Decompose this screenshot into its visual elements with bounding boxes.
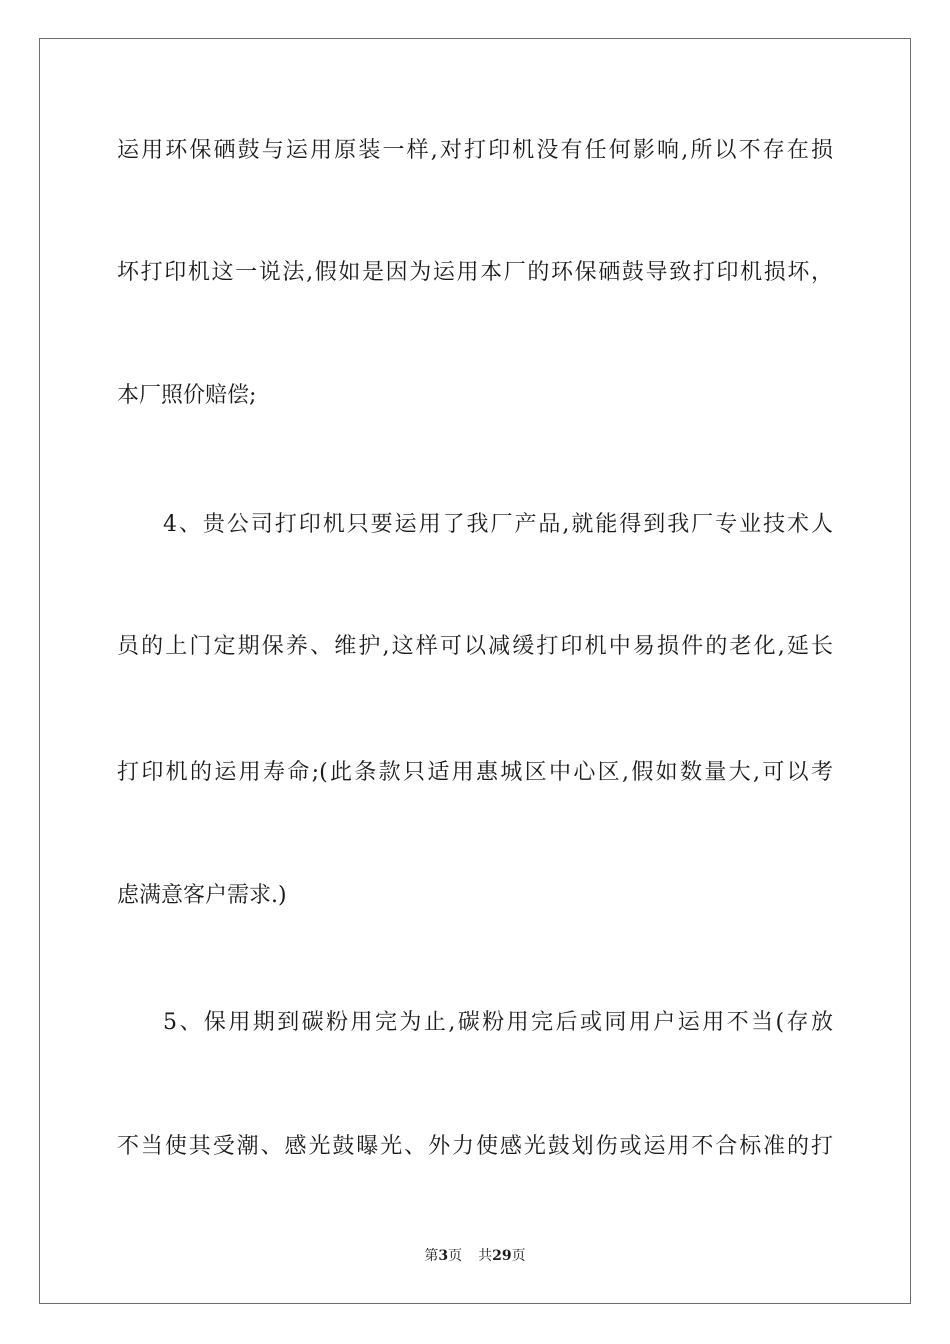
- paragraph-line: 坏打印机这一说法,假如是因为运用本厂的环保硒鼓导致打印机损坏，: [117, 260, 833, 285]
- footer-total-pages: 29: [492, 1248, 512, 1264]
- footer-total-prefix: 共: [478, 1248, 493, 1264]
- paragraph-line: 本厂照价赔偿;: [117, 383, 257, 408]
- paragraph-line: 不当使其受潮、感光鼓曝光、外力使感光鼓划伤或运用不合标准的打: [117, 1134, 833, 1159]
- paragraph-line: 打印机的运用寿命;(此条款只适用惠城区中心区,假如数量大,可以考: [117, 760, 833, 785]
- footer-page-number: 3: [438, 1248, 449, 1264]
- page-border: [39, 38, 911, 1304]
- footer-total-suffix: 页: [511, 1248, 526, 1264]
- page-footer: [0, 1246, 950, 1266]
- paragraph-line: 运用环保硒鼓与运用原装一样,对打印机没有任何影响,所以不存在损: [117, 138, 833, 163]
- paragraph-line: 5、保用期到碳粉用完为止,碳粉用完后或同用户运用不当(存放: [163, 1010, 833, 1035]
- paragraph-line: 虑满意客户需求.): [117, 883, 287, 908]
- footer-page-prefix: 第: [424, 1248, 439, 1264]
- footer-page-suffix: 页: [448, 1248, 463, 1264]
- paragraph-line: 员的上门定期保养、维护,这样可以减缓打印机中易损件的老化,延长: [117, 634, 833, 659]
- paragraph-line: 4、贵公司打印机只要运用了我厂产品,就能得到我厂专业技术人: [163, 512, 833, 537]
